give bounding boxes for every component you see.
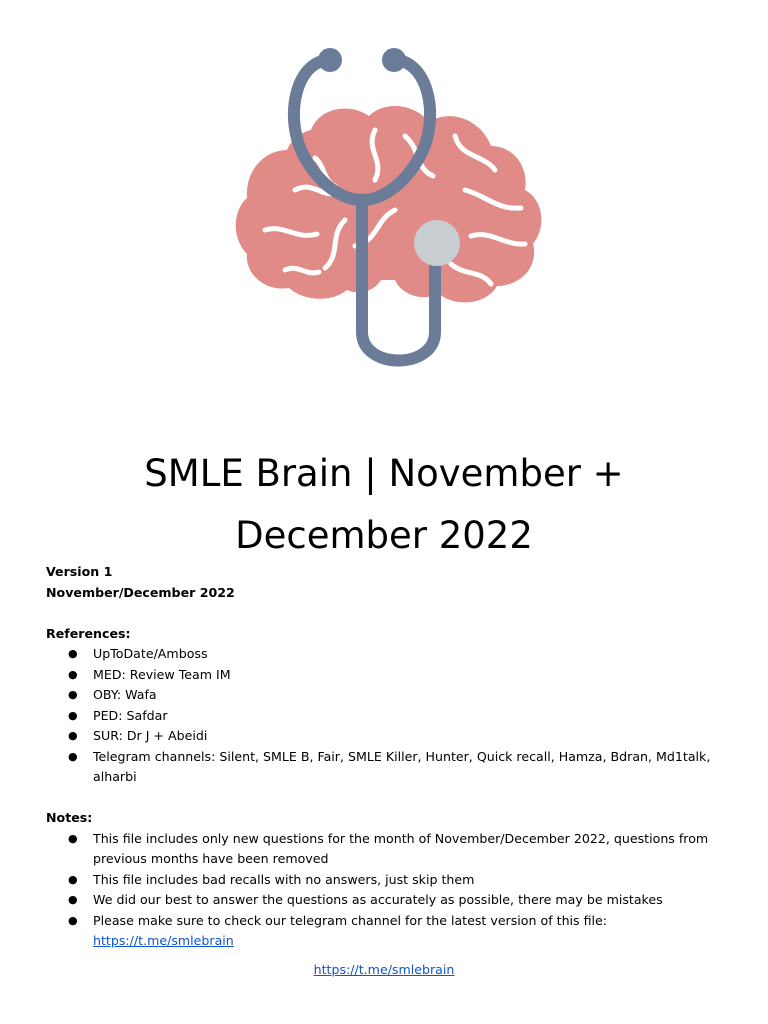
list-item: ● UpToDate/Amboss: [46, 644, 726, 665]
bullet-icon: ●: [68, 831, 78, 845]
references-heading: References:: [46, 625, 131, 641]
telegram-link[interactable]: https://t.me/smlebrain: [93, 933, 234, 948]
bullet-icon: ●: [68, 688, 78, 701]
brain-icon: [236, 106, 542, 302]
footer: [0, 962, 768, 977]
bullet-icon: ●: [68, 667, 78, 681]
footer-telegram-link[interactable]: https://t.me/smlebrain: [313, 962, 455, 977]
title-line-1: SMLE Brain | November +: [144, 452, 624, 495]
title-line-2: December 2022: [235, 514, 533, 557]
list-item: ● Please make sure to check our telegram channel for the latest version of this file: https://t.me/smlebrain: [68, 912, 608, 948]
period-label: November/December 2022: [46, 584, 235, 600]
page-title: [0, 443, 768, 567]
list-item: ● Telegram channels: Silent, SMLE B, Fair, SMLE Killer, Hunter, Quick recall, Hamza, Bdran, Md1talk, alharbi: [68, 748, 711, 784]
bullet-icon: ●: [68, 729, 78, 742]
list-item: ● This file includes only new questions for the month of November/December 2022, questions from previous months have been removed: [68, 830, 709, 866]
notes-list: [46, 829, 726, 952]
bullet-icon: ●: [68, 749, 78, 763]
list-item: ● MED: Review Team IM: [46, 665, 726, 686]
notes-heading: Notes:: [46, 810, 93, 825]
references-list: [46, 644, 726, 788]
document-body: [46, 562, 726, 952]
list-item: ● OBY: Wafa: [46, 685, 726, 706]
list-item: ● We did our best to answer the questions as accurately as possible, there may be mistakes: [46, 890, 726, 911]
list-item: ● This file includes bad recalls with no answers, just skip them: [46, 870, 726, 891]
bullet-icon: ●: [68, 708, 78, 722]
bullet-icon: ●: [68, 893, 78, 906]
list-item: ● SUR: Dr J + Abeidi: [46, 726, 726, 747]
version-label: Version 1: [46, 564, 113, 579]
brain-stethoscope-logo: [225, 40, 550, 375]
bullet-icon: ●: [68, 913, 78, 927]
bullet-icon: ●: [68, 647, 78, 660]
bullet-icon: ●: [68, 872, 78, 886]
list-item: ● PED: Safdar: [46, 706, 726, 727]
